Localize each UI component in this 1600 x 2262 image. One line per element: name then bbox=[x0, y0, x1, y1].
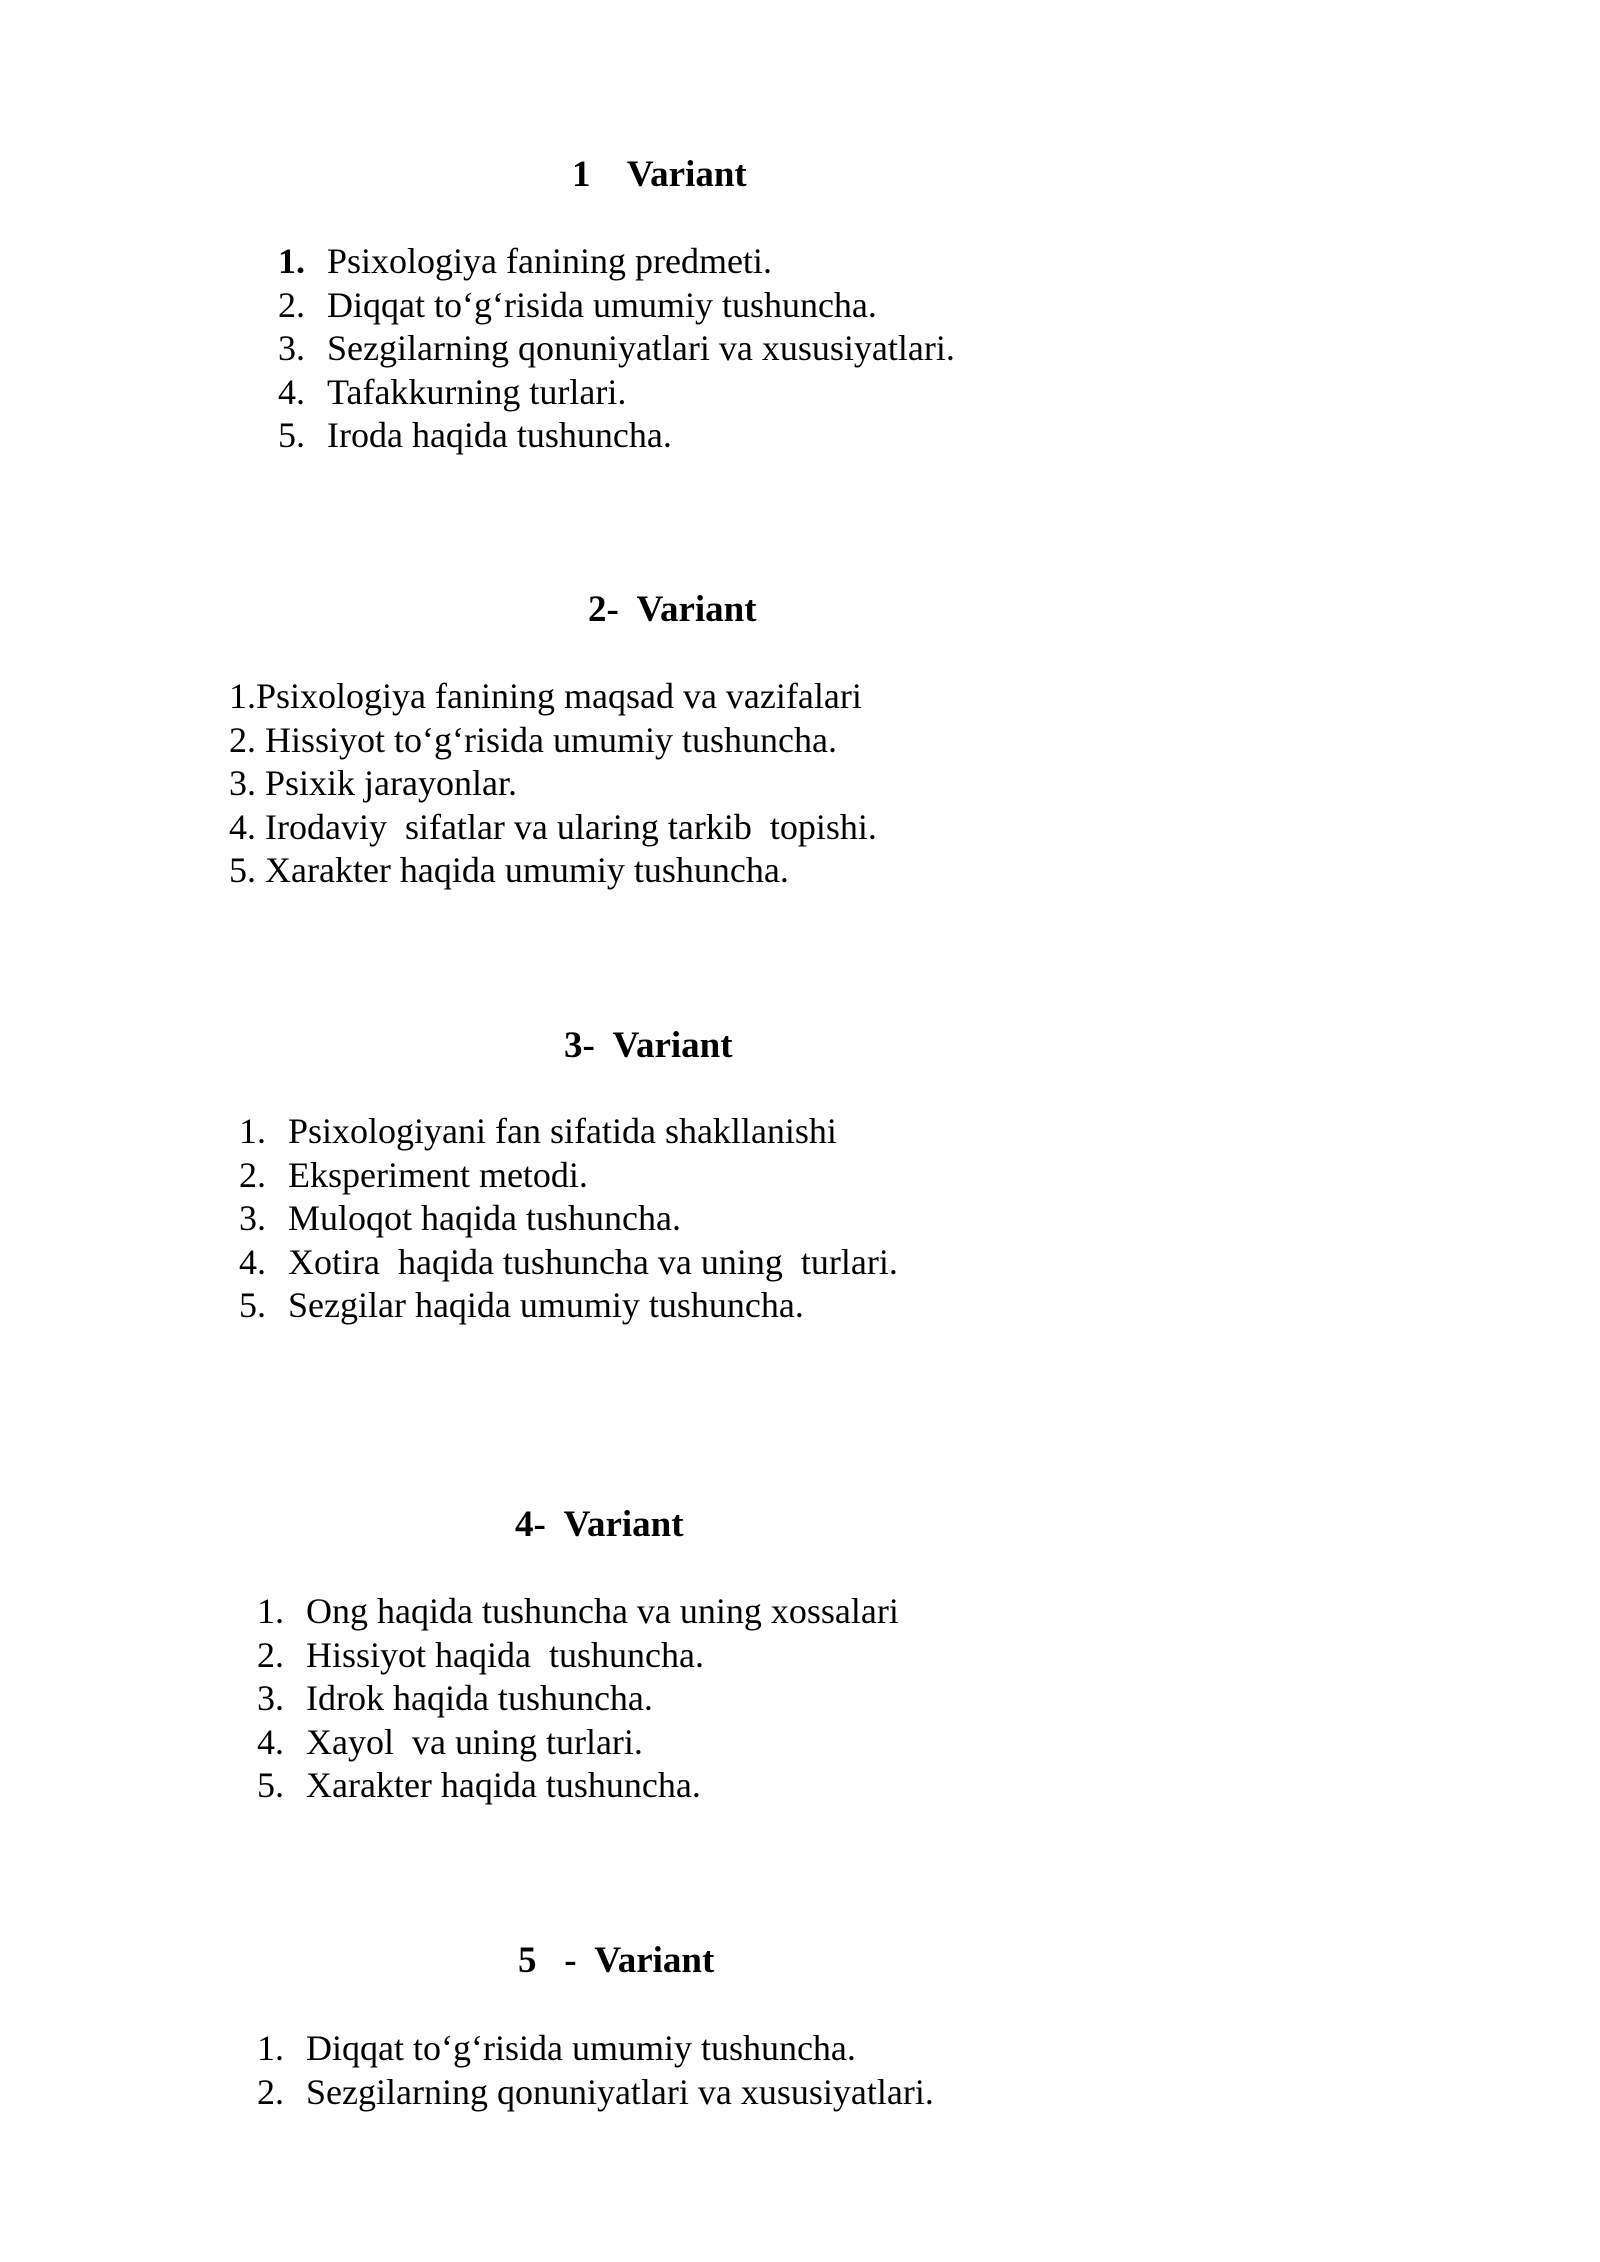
variant-3-question-list bbox=[239, 1110, 898, 1328]
item-text: Sezgilarning qonuniyatlari va xususiyatlari. bbox=[306, 2071, 934, 2112]
list-item bbox=[257, 1677, 899, 1721]
item-text: Hissiyot to‘g‘risida umumiy tushuncha. bbox=[265, 719, 837, 760]
list-item bbox=[229, 849, 877, 893]
item-number: 1. bbox=[257, 1591, 284, 1631]
variant-1-heading: 1 Variant bbox=[572, 154, 747, 195]
list-item bbox=[257, 1721, 899, 1765]
variant-1-question-list bbox=[278, 240, 955, 458]
variant-5-heading: 5 - Variant bbox=[518, 1940, 715, 1981]
item-number: 1. bbox=[257, 2028, 284, 2068]
variant-4-question-list bbox=[257, 1590, 899, 1808]
variant-2-question-list bbox=[229, 675, 877, 893]
item-text: Psixologiya fanining maqsad va vazifalari bbox=[256, 676, 862, 716]
item-number: 5. bbox=[278, 415, 305, 455]
item-text: Xarakter haqida tushuncha. bbox=[306, 1765, 701, 1805]
list-item bbox=[239, 1241, 898, 1285]
list-item bbox=[229, 719, 877, 763]
item-text: Xotira haqida tushuncha va uning turlari. bbox=[288, 1241, 898, 1282]
item-text: Ong haqida tushuncha va uning xossalari bbox=[306, 1591, 899, 1631]
item-text: Diqqat to‘g‘risida umumiy tushuncha. bbox=[306, 2028, 856, 2068]
item-number: 1. bbox=[239, 1111, 266, 1151]
item-text: Diqqat to‘g‘risida umumiy tushuncha. bbox=[327, 284, 877, 325]
item-text: Tafakkurning turlari. bbox=[327, 371, 627, 412]
item-text: Sezgilarning qonuniyatlari va xususiyatlari. bbox=[327, 328, 955, 368]
list-item bbox=[229, 806, 877, 850]
item-number: 5. bbox=[229, 850, 265, 890]
list-item bbox=[278, 414, 955, 458]
variant-2-heading: 2- Variant bbox=[588, 589, 757, 630]
item-text: Xayol va uning turlari. bbox=[306, 1721, 643, 1762]
item-number: 5. bbox=[239, 1285, 266, 1325]
item-text: Psixologiya fanining predmeti. bbox=[327, 241, 772, 281]
item-number: 3. bbox=[239, 1198, 266, 1238]
item-number: 3. bbox=[229, 763, 265, 803]
variant-5-question-list bbox=[257, 2027, 934, 2114]
list-item bbox=[239, 1110, 898, 1154]
list-item bbox=[257, 1764, 899, 1808]
list-item bbox=[229, 762, 877, 806]
item-text: Sezgilar haqida umumiy tushuncha. bbox=[288, 1285, 804, 1325]
list-item bbox=[278, 240, 955, 284]
item-text: Iroda haqida tushuncha. bbox=[327, 415, 672, 455]
item-number: 2. bbox=[257, 1634, 284, 1675]
list-item bbox=[278, 327, 955, 371]
list-item bbox=[239, 1154, 898, 1198]
list-item bbox=[239, 1197, 898, 1241]
item-number: 4. bbox=[278, 371, 305, 412]
item-text: Idrok haqida tushuncha. bbox=[306, 1678, 653, 1718]
item-number: 4. bbox=[229, 806, 265, 847]
list-item bbox=[257, 2027, 934, 2071]
item-text: Irodaviy sifatlar va ularing tarkib topishi. bbox=[265, 806, 877, 847]
item-number: 3. bbox=[257, 1678, 284, 1718]
item-number: 2. bbox=[278, 284, 305, 325]
item-number: 4. bbox=[239, 1241, 266, 1282]
item-number: 4. bbox=[257, 1721, 284, 1762]
item-text: Xarakter haqida umumiy tushuncha. bbox=[265, 850, 789, 890]
item-number: 1. bbox=[278, 241, 305, 281]
list-item bbox=[229, 675, 877, 719]
item-number: 3. bbox=[278, 328, 305, 368]
item-number: 2. bbox=[239, 1154, 266, 1195]
item-number: 2. bbox=[229, 719, 265, 760]
item-text: Hissiyot haqida tushuncha. bbox=[306, 1634, 704, 1675]
item-number: 5. bbox=[257, 1765, 284, 1805]
list-item bbox=[278, 284, 955, 328]
item-number: 1. bbox=[229, 676, 256, 716]
variant-4-heading: 4- Variant bbox=[515, 1504, 684, 1545]
item-text: Eksperiment metodi. bbox=[288, 1154, 588, 1195]
variant-3-heading: 3- Variant bbox=[564, 1025, 733, 1066]
list-item bbox=[257, 1634, 899, 1678]
item-text: Psixologiyani fan sifatida shakllanishi bbox=[288, 1111, 837, 1151]
list-item bbox=[257, 1590, 899, 1634]
item-text: Muloqot haqida tushuncha. bbox=[288, 1198, 681, 1238]
item-text: Psixik jarayonlar. bbox=[265, 763, 517, 803]
list-item bbox=[239, 1284, 898, 1328]
list-item bbox=[257, 2071, 934, 2115]
list-item bbox=[278, 371, 955, 415]
item-number: 2. bbox=[257, 2071, 284, 2112]
